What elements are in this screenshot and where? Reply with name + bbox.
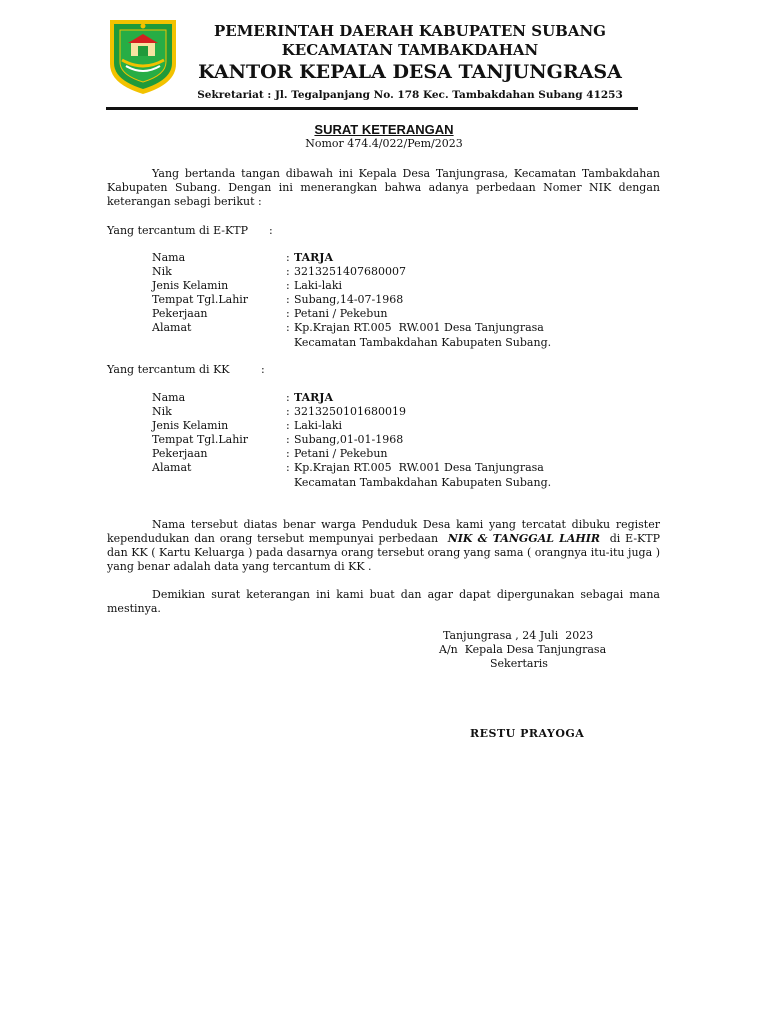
header-divider xyxy=(106,107,638,110)
signature-on-behalf: A/n Kepala Desa Tanjungrasa xyxy=(439,643,607,656)
header-line-district: KECAMATAN TAMBAKDAHAN xyxy=(281,41,539,59)
kk-identity-block xyxy=(152,391,551,490)
ektp-row-address-cont: Kecamatan Tambakdahan Kabupaten Subang. xyxy=(294,335,552,349)
header-address: Sekretariat : Jl. Tegalpanjang No. 178 Kec. Tambakdahan Subang 41253 xyxy=(197,89,623,101)
kk-row-nik: Nik : 3213250101680019 xyxy=(152,405,406,419)
header-line-office: KANTOR KEPALA DESA TANJUNGRASA xyxy=(198,61,622,83)
kk-row-address: Alamat : Kp.Krajan RT.005 RW.001 Desa Tanjungrasa xyxy=(152,461,544,475)
ektp-heading: Yang tercantum di E-KTP : xyxy=(107,224,273,237)
letter-number: Nomor 474.4/022/Pem/2023 xyxy=(305,137,463,150)
signer-name: RESTU PRAYOGA xyxy=(470,727,585,740)
signature-position: Sekertaris xyxy=(490,657,548,670)
ektp-identity-block xyxy=(152,251,551,350)
ektp-row-gender: Jenis Kelamin : Laki-laki xyxy=(152,279,343,293)
emphasis-nik-birthdate: NIK & TANGGAL LAHIR xyxy=(447,532,601,545)
opening-paragraph: Yang bertanda tangan dibawah ini Kepala Desa Tanjungrasa, Kecamatan Tambakdahan Kabupaten Subang. Dengan ini menerangkan bahwa adanya perbedaan Nomer NIK dengan keterangan sebagi berikut : xyxy=(107,167,660,208)
ektp-row-nik: Nik : 3213251407680007 xyxy=(152,265,406,279)
ektp-row-address: Alamat : Kp.Krajan RT.005 RW.001 Desa Tanjungrasa xyxy=(152,321,544,335)
kk-row-birth: Tempat Tgl.Lahir : Subang,01-01-1968 xyxy=(152,433,404,447)
letterhead xyxy=(190,22,630,103)
subang-emblem-icon xyxy=(104,16,182,96)
ektp-row-occupation: Pekerjaan : Petani / Pekebun xyxy=(152,307,388,321)
kk-row-occupation: Pekerjaan : Petani / Pekebun xyxy=(152,447,388,461)
kk-row-gender: Jenis Kelamin : Laki-laki xyxy=(152,419,343,433)
ektp-row-birth: Tempat Tgl.Lahir : Subang,14-07-1968 xyxy=(152,293,404,307)
kk-heading: Yang tercantum di KK : xyxy=(107,363,265,376)
signature-place-date: Tanjungrasa , 24 Juli 2023 xyxy=(443,629,594,642)
ektp-row-nama: Nama : TARJA xyxy=(152,251,333,264)
kk-row-nama: Nama : TARJA xyxy=(152,391,333,404)
closing-paragraph: Demikian surat keterangan ini kami buat dan agar dapat dipergunakan sebagai mana mestinya. xyxy=(107,588,660,615)
body-paragraph: Nama tersebut diatas benar warga Penduduk Desa kami yang tercatat dibuku register kependudukan dan orang tersebut mempunyai perbedaan NIK & TANGGAL LAHIR di E-KTP dan KK ( Kartu Keluarga ) pada dasarnya orang tersebut orang yang sama ( orangnya itu-itu juga ) yang benar adalah data yang tercantum di KK . xyxy=(107,518,660,573)
kk-row-address-cont: Kecamatan Tambakdahan Kabupaten Subang. xyxy=(294,475,552,489)
letter-title: SURAT KETERANGAN xyxy=(314,122,454,137)
header-line-government: PEMERINTAH DAERAH KABUPATEN SUBANG xyxy=(213,22,606,40)
